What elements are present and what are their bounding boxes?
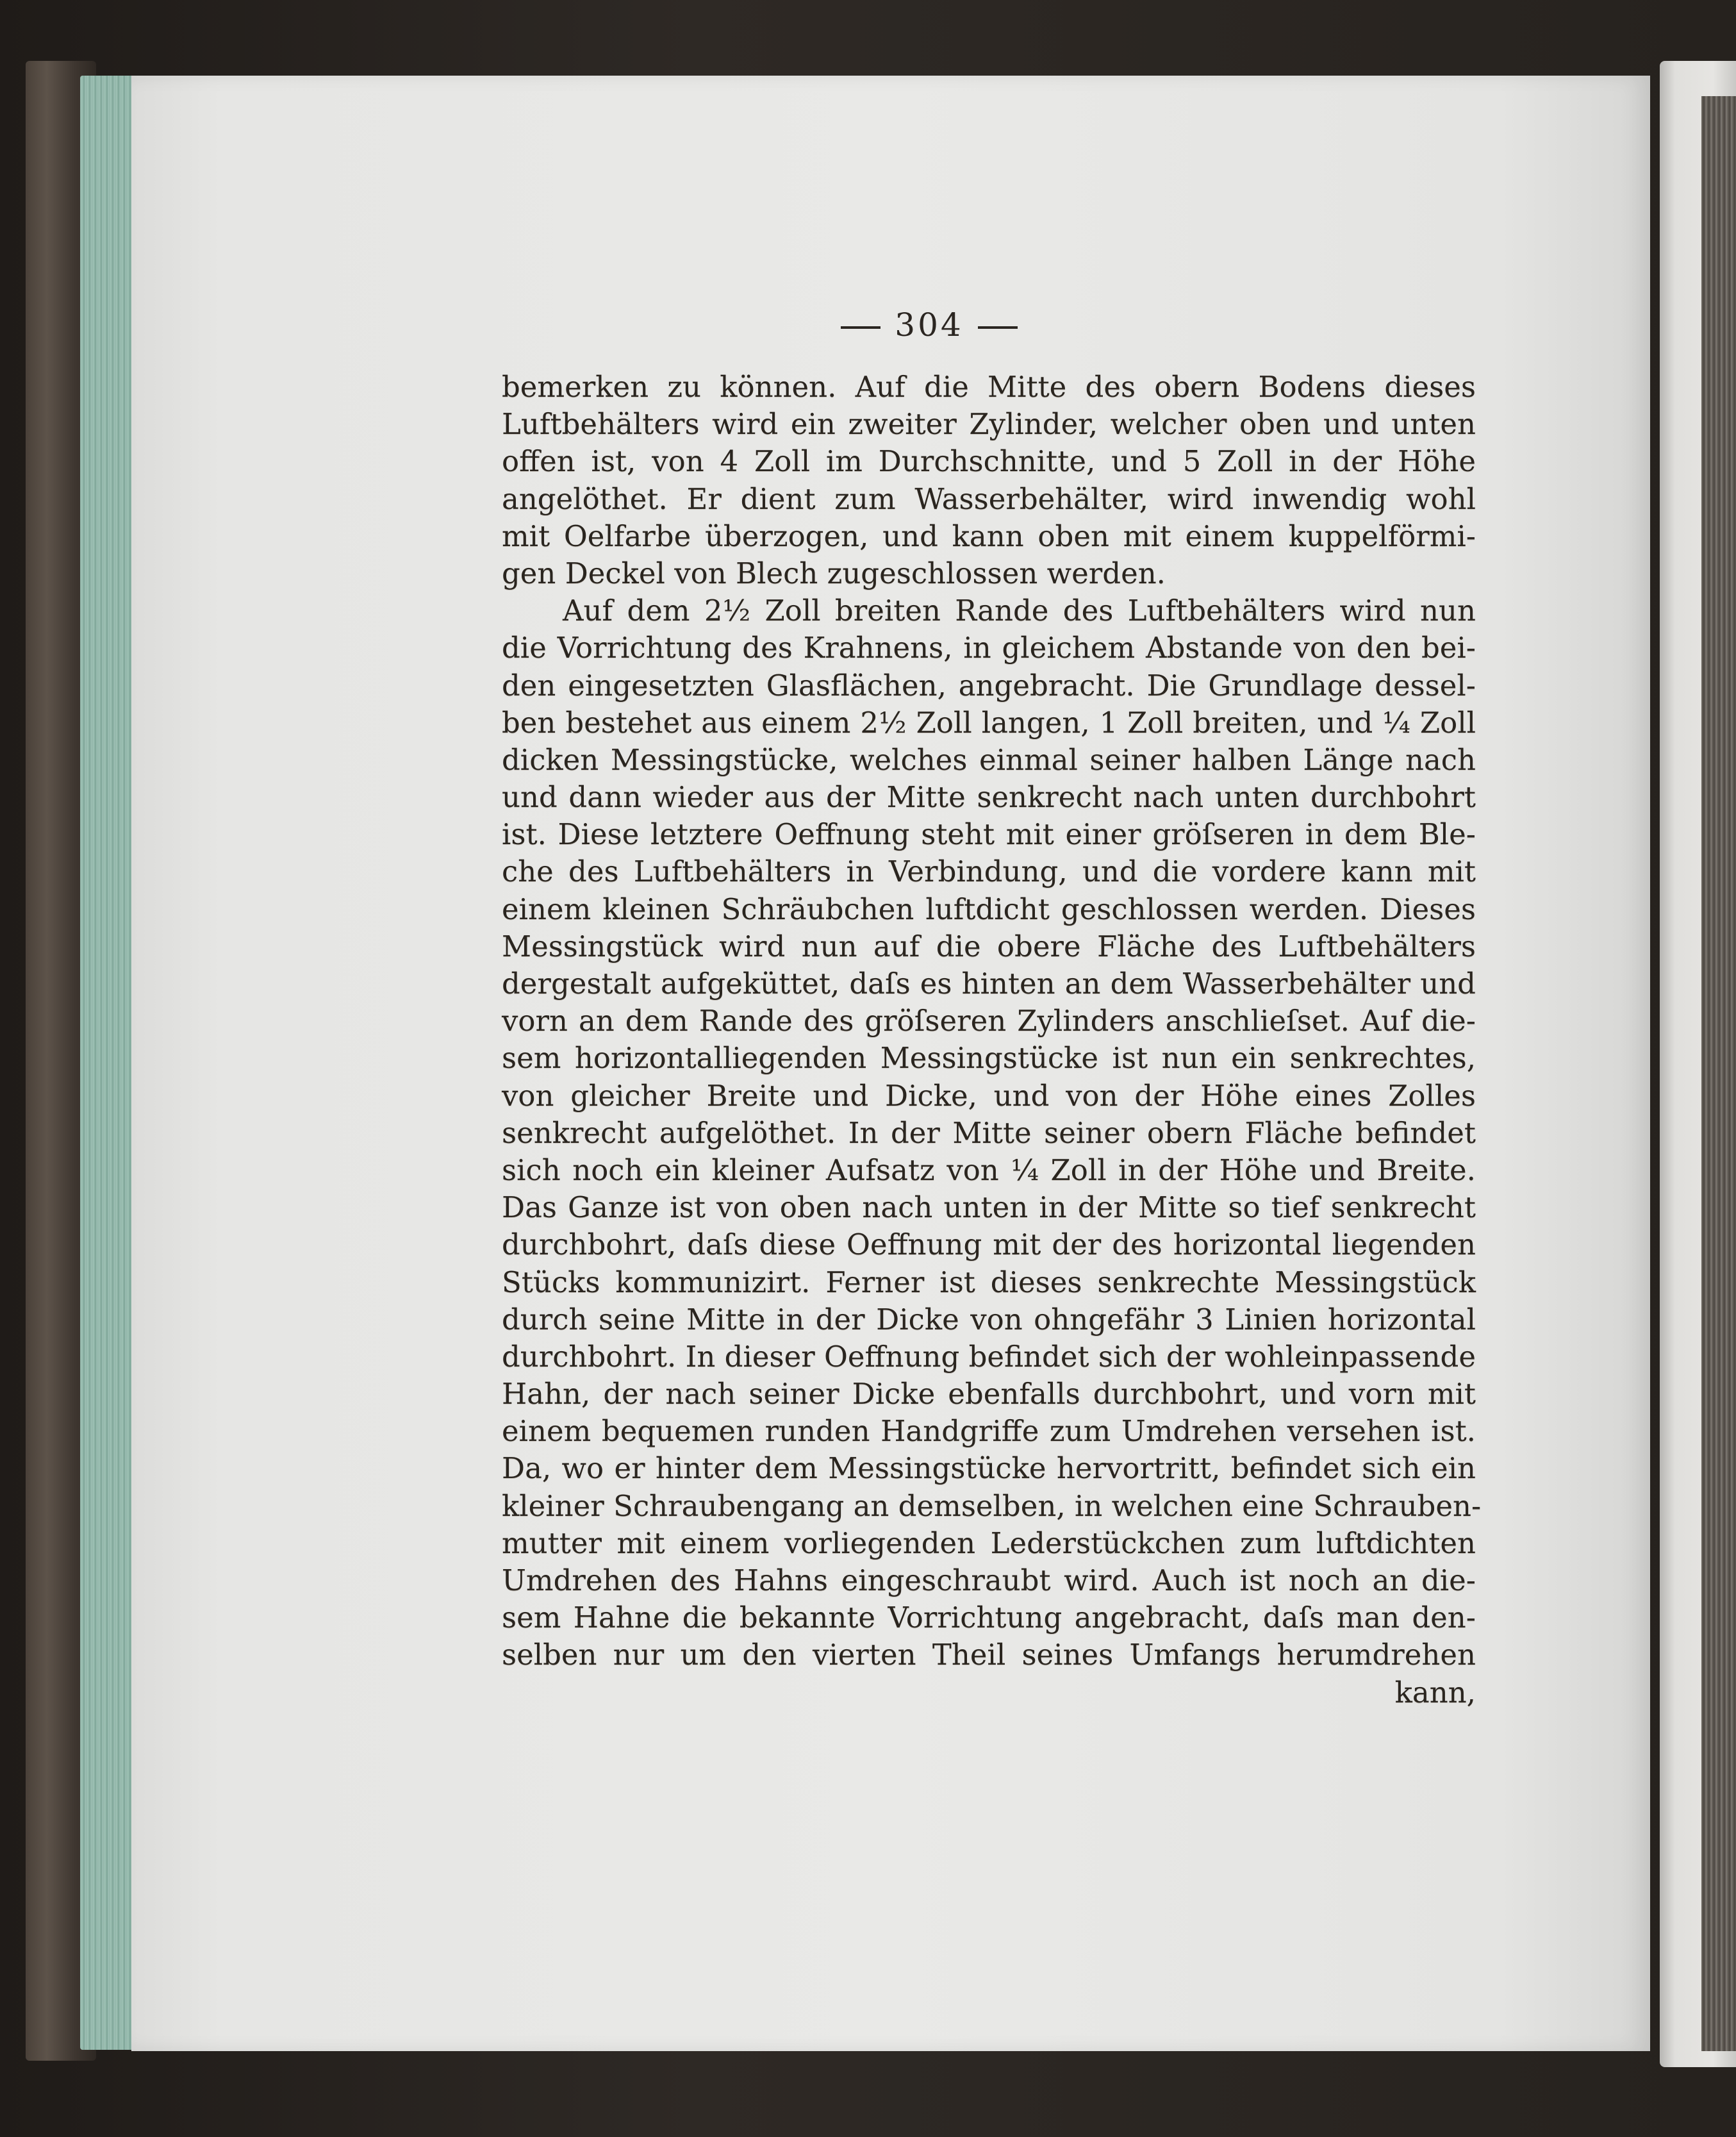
page-number [769, 306, 1089, 344]
page-number-dash-left [841, 326, 880, 329]
text-line: che des Luftbehälters in Verbindung, und die vordere kann mit [502, 854, 1476, 889]
text-line: den eingesetzten Glasflächen, angebracht. Die Grundlage dessel- [502, 668, 1476, 703]
text-line: offen ist, von 4 Zoll im Durchschnitte, und 5 Zoll in der Höhe [502, 444, 1476, 479]
text-line: einem kleinen Schräubchen luftdicht geschlossen werden. Dieses [502, 892, 1476, 926]
text-line: kleiner Schraubengang an demselben, in welchen eine Schrauben- [502, 1488, 1482, 1523]
text-line: ben bestehet aus einem 2½ Zoll langen, 1 Zoll breiten, und ¼ Zoll [502, 705, 1476, 740]
text-line: durchbohrt. In dieser Oeffnung befindet sich der wohleinpassende [502, 1339, 1476, 1374]
text-line: Messingstück wird nun auf die obere Fläche des Luftbehälters [502, 929, 1476, 963]
text-line: sem horizontalliegenden Messingstücke ist nun ein senkrechtes, [502, 1041, 1476, 1076]
page-number-text: 304 [895, 306, 964, 344]
text-line: durchbohrt, daſs diese Oeffnung mit der des horizontal liegenden [502, 1227, 1476, 1262]
text-line: sem Hahne die bekannte Vorrichtung angebracht, daſs man den- [502, 1601, 1476, 1635]
text-line: gen Deckel von Blech zugeschlossen werden. [502, 556, 1166, 590]
text-line: Stücks kommunizirt. Ferner ist dieses senkrechte Messingstück [502, 1265, 1476, 1299]
text-line: Umdrehen des Hahns eingeschraubt wird. Auch ist noch an die- [502, 1563, 1476, 1597]
text-line: sich noch ein kleiner Aufsatz von ¼ Zoll in der Höhe und Breite. [502, 1152, 1476, 1187]
text-line: bemerken zu können. Auf die Mitte des obern Bodens dieses [502, 370, 1476, 404]
text-line: die Vorrichtung des Krahnens, in gleichem Abstande von den bei- [502, 631, 1476, 665]
text-line: ist. Diese letztere Oeffnung steht mit einer gröſseren in dem Ble- [502, 817, 1476, 852]
text-line: mutter mit einem vorliegenden Lederstückchen zum luftdichten [502, 1526, 1476, 1560]
text-line: selben nur um den vierten Theil seines Umfangs herumdrehen [502, 1638, 1476, 1672]
text-line: einem bequemen runden Handgriffe zum Umdrehen versehen ist. [502, 1414, 1476, 1449]
text-line: senkrecht aufgelöthet. In der Mitte seiner obern Fläche befindet [502, 1115, 1476, 1150]
text-line: Auf dem 2½ Zoll breiten Rande des Luftbehälters wird nun [563, 594, 1476, 628]
text-line: dergestalt aufgeküttet, daſs es hinten an dem Wasserbehälter und [502, 967, 1476, 1001]
text-line: Das Ganze ist von oben nach unten in der Mitte so tief senkrecht [502, 1190, 1476, 1225]
text-line: durch seine Mitte in der Dicke von ohngefähr 3 Linien horizontal [502, 1302, 1476, 1336]
text-line: und dann wieder aus der Mitte senkrecht nach unten durchbohrt [502, 780, 1476, 815]
text-line: Hahn, der nach seiner Dicke ebenfalls durchbohrt, und vorn mit [502, 1377, 1476, 1411]
catchword: kann, [1394, 1675, 1476, 1709]
text-line: von gleicher Breite und Dicke, und von der Höhe eines Zolles [502, 1078, 1476, 1113]
text-line: vorn an dem Rande des gröſseren Zylinders anschlieſset. Auf die- [502, 1004, 1476, 1038]
text-line: angelöthet. Er dient zum Wasserbehälter, wird inwendig wohl [502, 481, 1476, 516]
text-line: mit Oelfarbe überzogen, und kann oben mit einem kuppelförmi- [502, 519, 1476, 553]
facing-page-edge [1701, 96, 1736, 2051]
text-line: dicken Messingstücke, welches einmal seiner halben Länge nach [502, 742, 1476, 777]
page-number-dash-right [978, 326, 1018, 329]
text-line: Luftbehälters wird ein zweiter Zylinder, welcher oben und unten [502, 407, 1476, 442]
text-line: Da, wo er hinter dem Messingstücke hervortritt, befindet sich ein [502, 1451, 1476, 1486]
page-edges [80, 76, 138, 2050]
body-text [502, 369, 1482, 1711]
